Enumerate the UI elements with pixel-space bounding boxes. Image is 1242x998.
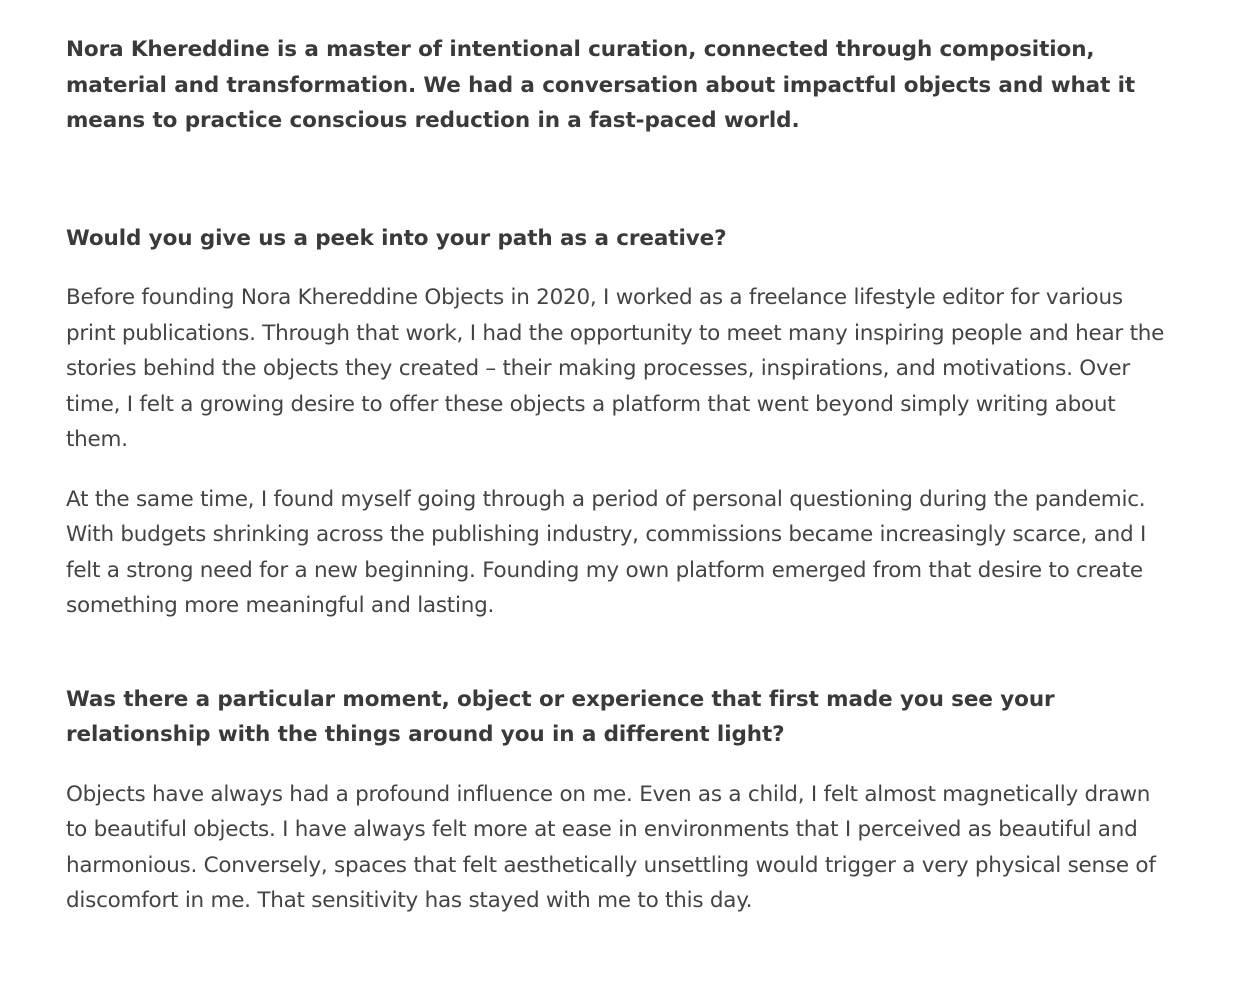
interview-answer-paragraph: Before founding Nora Khereddine Objects in 2020, I worked as a freelance lifestyle editor for various print publications. Through that work, I had the opportunity to meet many inspiring people and hear the stories behind the objects they created – their making processes, inspirations, and motivations. Over time, I felt a growing desire to offer these objects a platform that went beyond simply writing about them. bbox=[66, 285, 1165, 452]
interview-question: Was there a particular moment, object or experience that first made you see your relationship with the things around you in a different light? bbox=[66, 686, 1055, 747]
interview-answer-paragraph: At the same time, I found myself going through a period of personal questioning during the pandemic. With budgets shrinking across the publishing industry, commissions became increasingly scarce, and I felt a strong need for a new beginning. Founding my own platform emerged from that desire to create something more meaningful and lasting. bbox=[66, 486, 1147, 618]
article-intro: Nora Khereddine is a master of intentional curation, connected through composition, material and transformation. We had a conversation about impactful objects and what it means to practice conscious reduction in a fast-paced world. bbox=[66, 37, 1136, 133]
interview-question: Would you give us a peek into your path as a creative? bbox=[66, 225, 727, 251]
interview-answer-paragraph: Objects have always had a profound influence on me. Even as a child, I felt almost magnetically drawn to beautiful objects. I have always felt more at ease in environments that I perceived as beautiful and harmonious. Conversely, spaces that felt aesthetically unsettling would trigger a very physical sense of discomfort in me. That sensitivity has stayed with me to this day. bbox=[66, 781, 1156, 913]
